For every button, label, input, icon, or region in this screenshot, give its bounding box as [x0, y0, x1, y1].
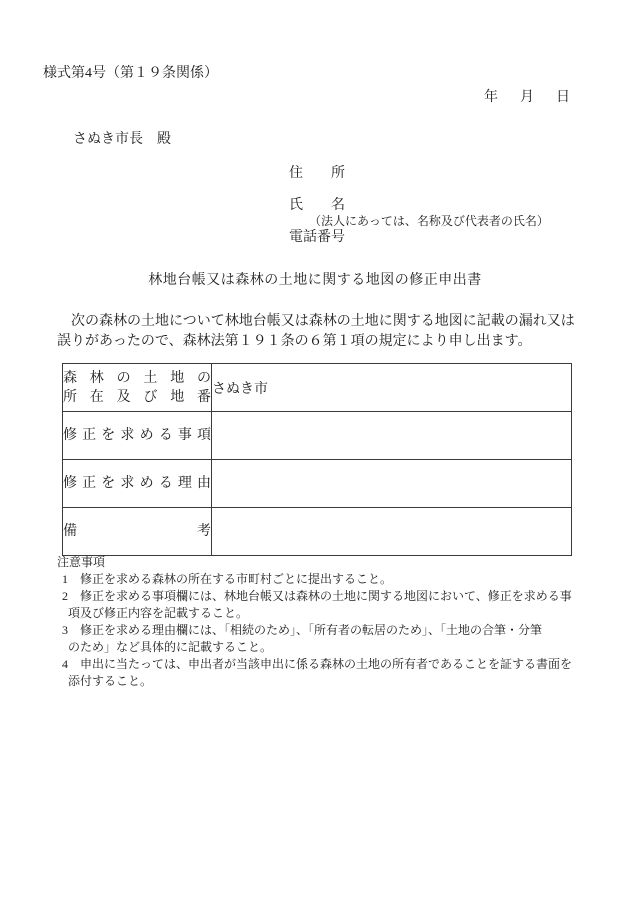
note-item-4-text: 申出に当たっては、申出者が当該申出に係る森林の土地の所有者であることを証する書面を — [80, 657, 573, 671]
row-label-location-line1: 森林の土地の — [63, 370, 211, 386]
row-value-remarks — [212, 508, 572, 556]
row-value-correction-items — [212, 412, 572, 460]
notes-heading: 注意事項 — [57, 555, 106, 569]
row-label-cell — [63, 364, 212, 412]
body-paragraph — [57, 312, 575, 352]
row-label-location-line2: 所在及び地番 — [63, 389, 211, 405]
form-number: 様式第4号（第１９条関係） — [43, 66, 218, 81]
table-row-location — [63, 364, 572, 412]
phone-label: 電話番号 — [289, 230, 345, 245]
corporate-name-note: （法人にあっては、名称及び代表者の氏名） — [309, 214, 549, 228]
note-item-3-continuation: のため」など具体的に記載すること。 — [68, 640, 273, 654]
row-value-location: さぬき市 — [212, 364, 572, 412]
address-label: 住 所 — [289, 166, 345, 181]
row-value-correction-reason — [212, 460, 572, 508]
form-table — [62, 363, 572, 556]
note-item-3-number: 3 — [62, 623, 68, 637]
row-label-cell — [63, 460, 212, 508]
note-item-3 — [57, 622, 572, 639]
table-row-correction-items — [63, 412, 572, 460]
note-item-2-continuation: 項及び修正内容を記載すること。 — [68, 606, 249, 620]
addressee-line: さぬき市長 殿 — [73, 132, 171, 147]
note-item-4-number: 4 — [62, 657, 68, 671]
body-paragraph-line1: 次の森林の土地について林地台帳又は森林の土地に関する地図に記載の漏れ又は — [57, 314, 575, 329]
note-item-4-continuation: 添付すること。 — [68, 674, 153, 688]
note-item-1-text: 修正を求める森林の所在する市町村ごとに提出すること。 — [80, 572, 393, 586]
name-label: 氏 名 — [289, 198, 345, 213]
note-item-1 — [57, 571, 572, 588]
date-line: 年 月 日 — [484, 90, 574, 105]
document-title: 林地台帳又は森林の土地に関する地図の修正申出書 — [148, 273, 482, 288]
row-label-cell — [63, 412, 212, 460]
row-label-correction-items: 修正を求める事項 — [63, 428, 211, 443]
note-item-2 — [57, 588, 572, 605]
note-item-4 — [57, 656, 572, 673]
row-label-correction-reason: 修正を求める理由 — [63, 476, 211, 491]
note-item-2-text: 修正を求める事項欄には、林地台帳又は森林の土地に関する地図において、修正を求める事 — [80, 589, 572, 603]
table-row-correction-reason — [63, 460, 572, 508]
note-item-1-number: 1 — [62, 572, 68, 586]
row-label-remarks: 備考 — [63, 524, 211, 539]
table-row-remarks — [63, 508, 572, 556]
note-item-3-text: 修正を求める理由欄には、「相続のため」、「所有者の転居のため」、「土地の合筆・分筆 — [80, 623, 543, 637]
notes-section — [57, 554, 572, 690]
row-label-cell — [63, 508, 212, 556]
note-item-2-number: 2 — [62, 589, 68, 603]
body-paragraph-line2: 誤りがあったので、森林法第１９１条の６第１項の規定により申し出ます。 — [57, 334, 532, 349]
